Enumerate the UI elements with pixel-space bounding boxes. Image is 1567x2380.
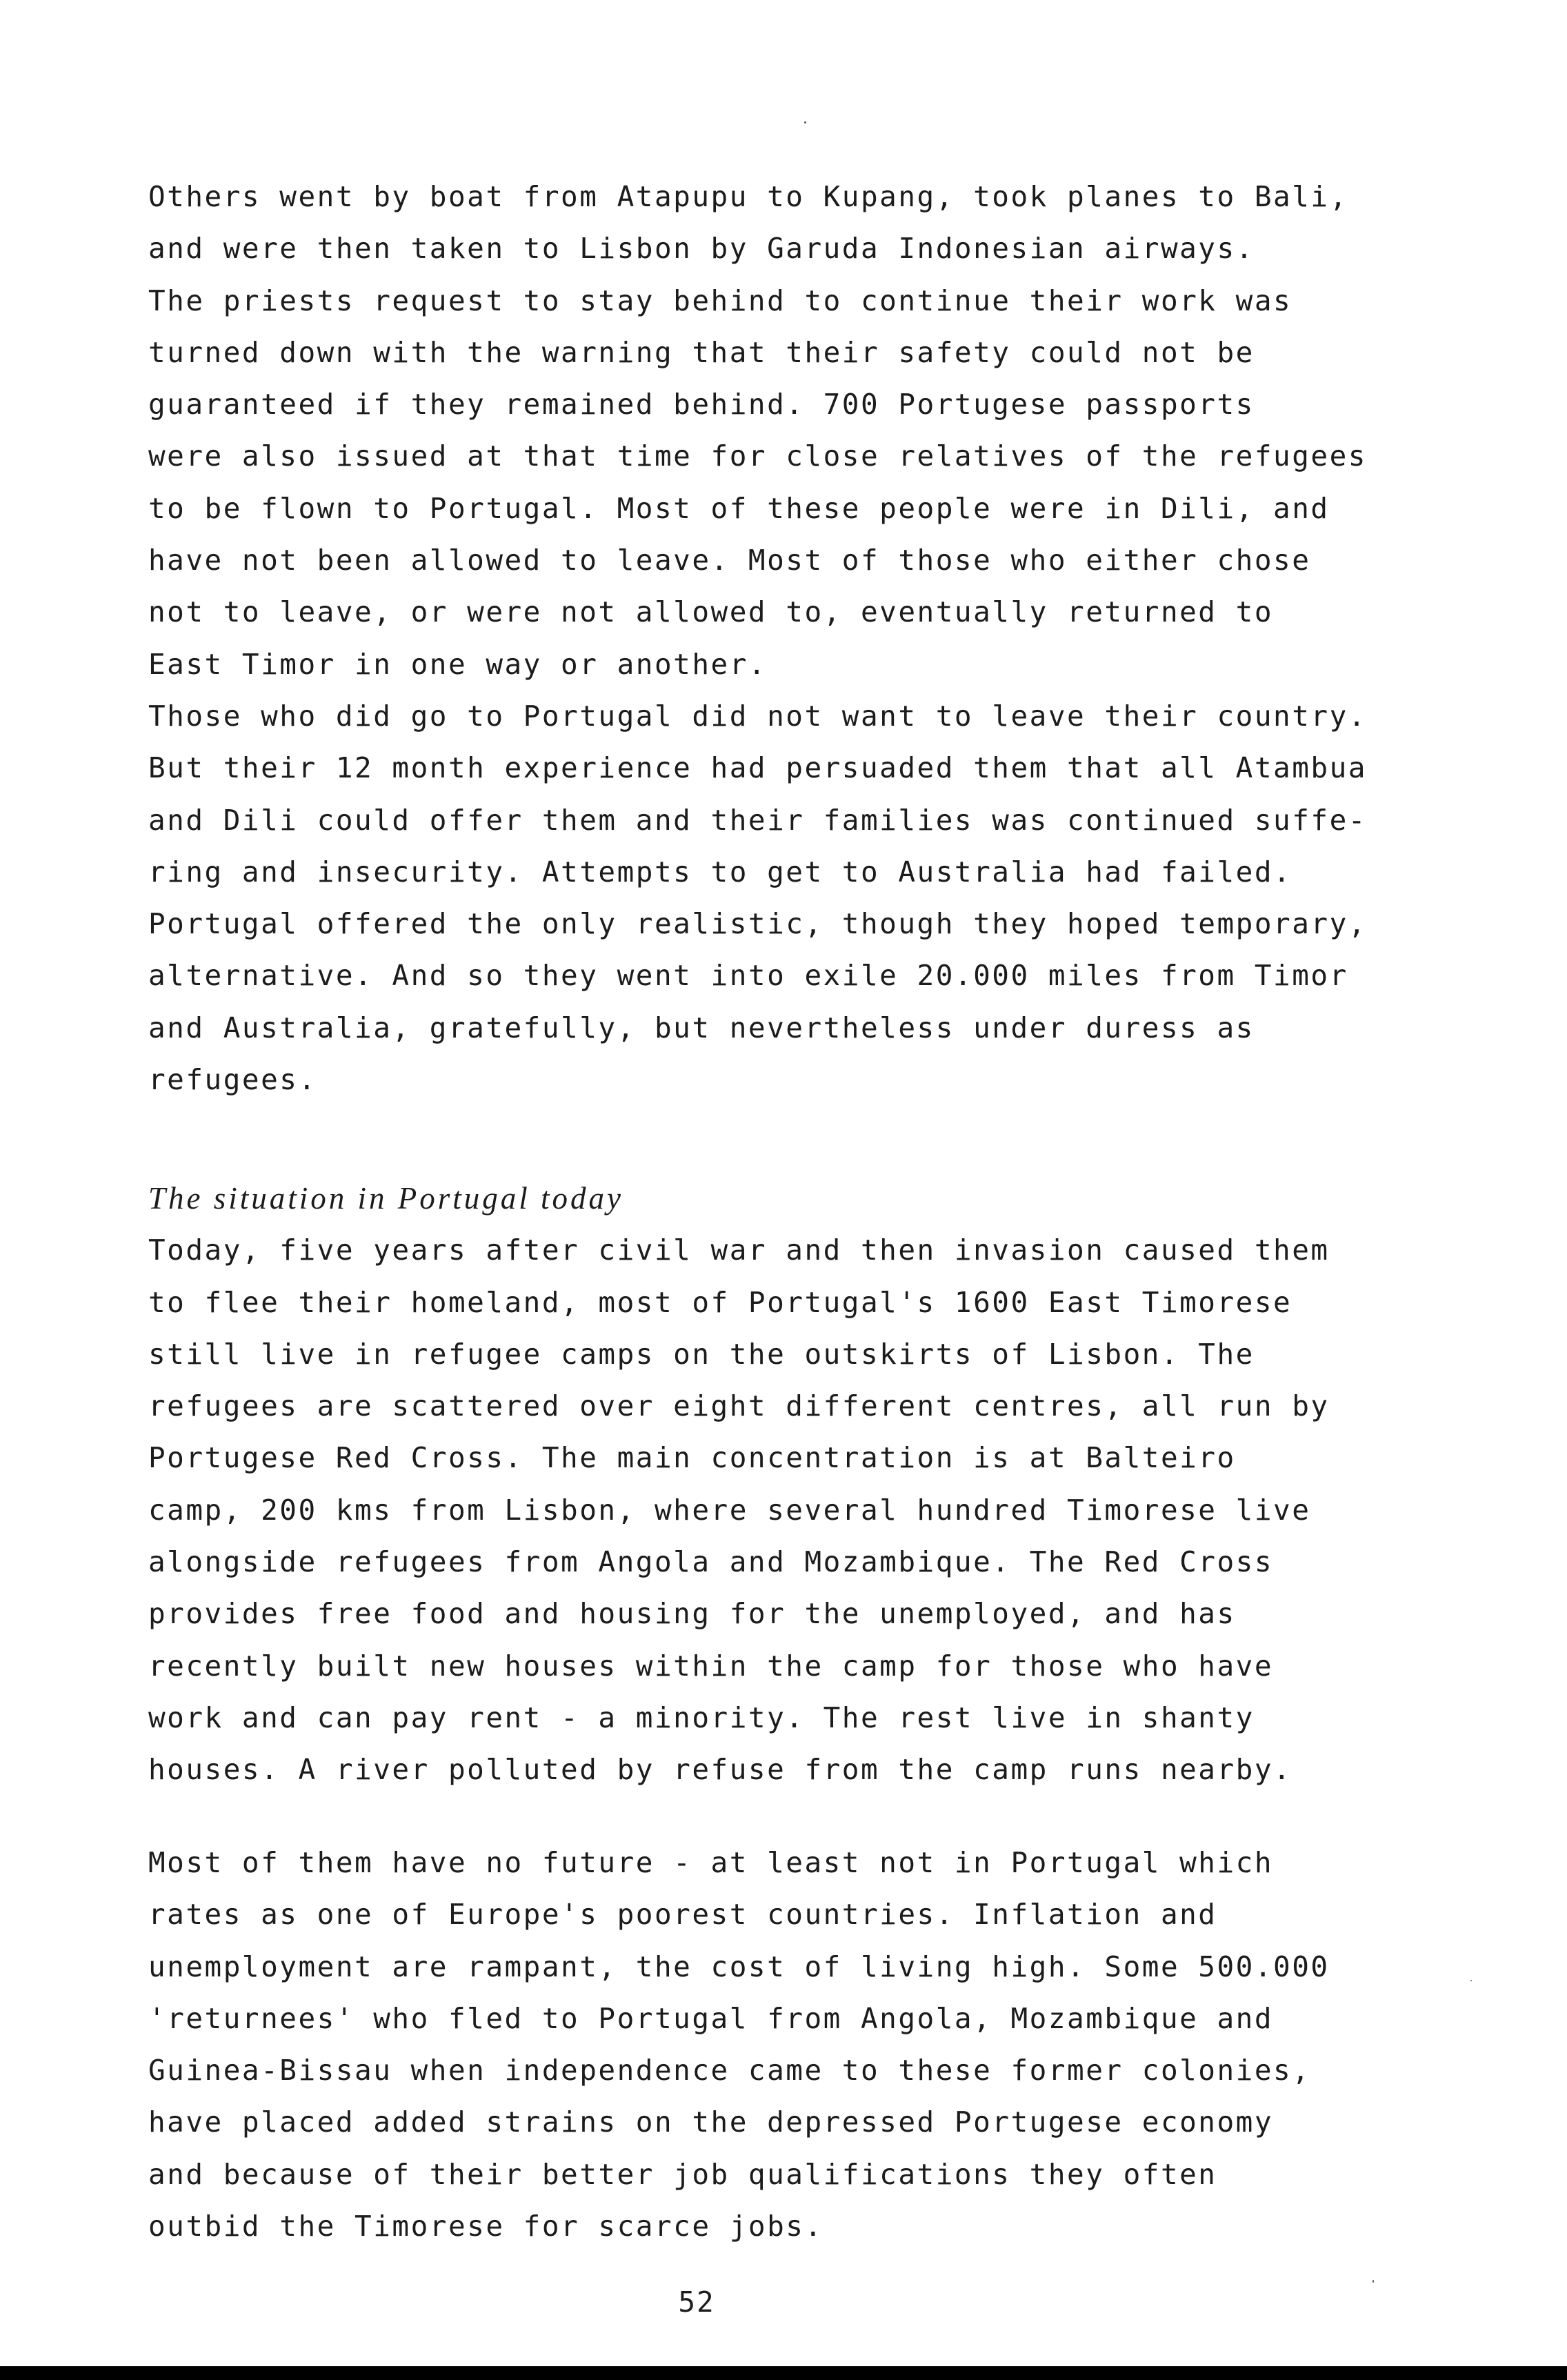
text-line: to be flown to Portugal. Most of these people were in Dili, and (148, 491, 1330, 525)
page-number: 52 (678, 2285, 715, 2319)
text-line: alongside refugees from Angola and Mozambique. The Red Cross (148, 1545, 1274, 1579)
text-line: rates as one of Europe's poorest countries. Inflation and (148, 1898, 1217, 1932)
text-line: East Timor in one way or another. (148, 647, 768, 681)
text-line: and Dili could offer them and their families was continued suffe- (148, 803, 1367, 837)
text-line: Portugal offered the only realistic, though they hoped temporary, (148, 907, 1367, 941)
text-line: were also issued at that time for close relatives of the refugees (148, 439, 1367, 473)
text-line: Portugese Red Cross. The main concentration is at Balteiro (148, 1441, 1236, 1475)
text-line: unemployment are rampant, the cost of living high. Some 500.000 (148, 1950, 1330, 1983)
text-line: Most of them have no future - at least not in Portugal which (148, 1846, 1274, 1879)
scan-bottom-edge (0, 2366, 1567, 2380)
text-line: Guinea-Bissau when independence came to these former colonies, (148, 2054, 1311, 2088)
text-line: outbid the Timorese for scarce jobs. (148, 2210, 824, 2243)
text-line: have not been allowed to leave. Most of those who either chose (148, 544, 1311, 577)
text-line: But their 12 month experience had persuaded them that all Atambua (148, 751, 1367, 785)
text-line: refugees are scattered over eight different centres, all run by (148, 1389, 1330, 1423)
paragraph-exile-reasons (148, 691, 1528, 1106)
text-block-middle (148, 1173, 1528, 1796)
text-block-bottom (148, 1837, 1528, 2252)
text-line: and because of their better job qualifications they often (148, 2157, 1217, 2191)
text-line: and were then taken to Lisbon by Garuda Indonesian airways. (148, 232, 1255, 266)
text-line: work and can pay rent - a minority. The rest live in shanty (148, 1700, 1255, 1734)
text-line: recently built new houses within the camp for those who have (148, 1649, 1274, 1683)
paragraph-camps (148, 1224, 1528, 1796)
section-heading: The situation in Portugal today (148, 1181, 624, 1216)
text-line: camp, 200 kms from Lisbon, where several hundred Timorese live (148, 1493, 1311, 1527)
scan-speck (804, 121, 806, 123)
text-line: Those who did go to Portugal did not want to leave their country. (148, 699, 1367, 733)
text-line: not to leave, or were not allowed to, eventually returned to (148, 595, 1274, 629)
text-line: and Australia, gratefully, but nevertheless under duress as (148, 1011, 1255, 1044)
text-line: turned down with the warning that their safety could not be (148, 335, 1255, 369)
text-line: guaranteed if they remained behind. 700 Portugese passports (148, 388, 1255, 422)
text-line: refugees. (148, 1063, 317, 1097)
text-line: to flee their homeland, most of Portugal's 1600 East Timorese (148, 1285, 1292, 1319)
text-line: have placed added strains on the depressed Portugese economy (148, 2105, 1274, 2139)
text-line: 'returnees' who fled to Portugal from Angola, Mozambique and (148, 2001, 1274, 2035)
text-line: still live in refugee camps on the outskirts of Lisbon. The (148, 1337, 1255, 1371)
paragraph-economy (148, 1837, 1528, 2252)
text-line: provides free food and housing for the unemployed, and has (148, 1597, 1236, 1631)
text-line: The priests request to stay behind to continue their work was (148, 284, 1292, 317)
text-line: ring and insecurity. Attempts to get to Australia had failed. (148, 855, 1292, 889)
scan-speck (1373, 2280, 1374, 2283)
text-block-top (148, 171, 1528, 1106)
text-line: Today, five years after civil war and then invasion caused them (148, 1233, 1330, 1267)
text-line: houses. A river polluted by refuse from the camp runs nearby. (148, 1753, 1292, 1787)
text-line: Others went by boat from Atapupu to Kupang, took planes to Bali, (148, 180, 1348, 213)
text-line: alternative. And so they went into exile 20.000 miles from Timor (148, 959, 1348, 993)
paragraph-exile-departure (148, 171, 1528, 691)
